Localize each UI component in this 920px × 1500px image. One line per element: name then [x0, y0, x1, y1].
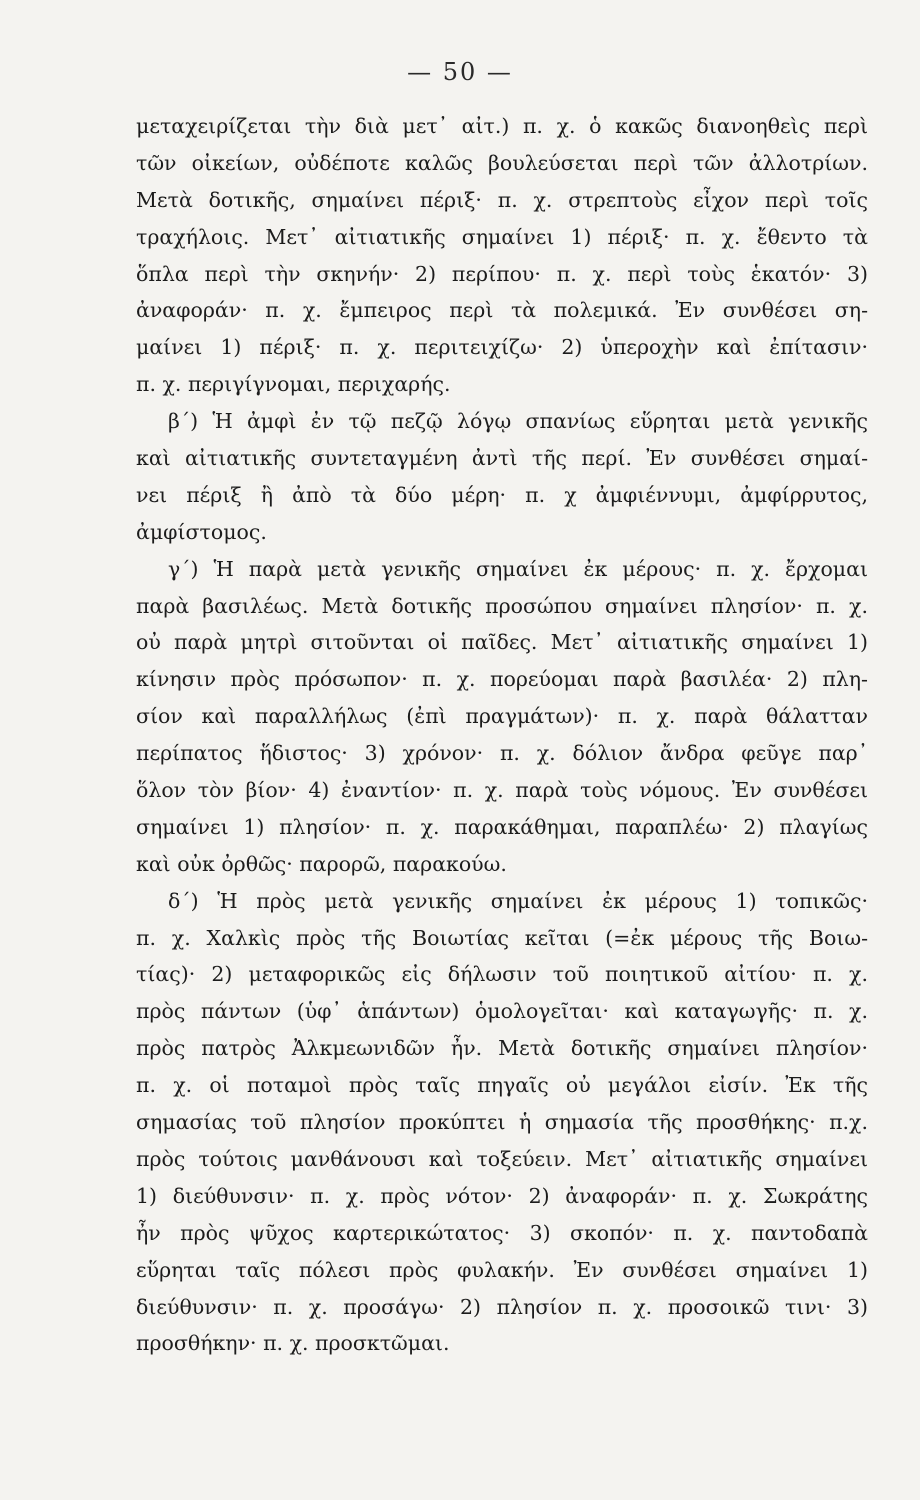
text-line: ἦν πρὸς ψῦχος καρτερικώτατος· 3) σκοπόν· π. χ. παντοδαπὰ: [136, 1220, 868, 1245]
text-line: π. χ. περιγίγνομαι, περιχαρής.: [136, 372, 451, 397]
text-line: καὶ αἰτιατικῆς συντεταγμένη ἀντὶ τῆς περί. Ἐν συνθέσει σημαί-: [136, 446, 868, 471]
text-line: μεταχειρίζεται τὴν διὰ μετ᾽ αἰτ.) π. χ. ὁ κακῶς διανοηθεὶς περὶ: [136, 114, 868, 138]
text-line: ἀναφοράν· π. χ. ἔμπειρος περὶ τὰ πολεμικά. Ἐν συνθέσει ση-: [136, 298, 868, 323]
text-line: π. χ. Χαλκὶς πρὸς τῆς Βοιωτίας κεῖται (=ἐκ μέρους τῆς Βοιω-: [136, 925, 868, 950]
text-line: δ´) Ἡ πρὸς μετὰ γενικῆς σημαίνει ἐκ μέρους 1) τοπικῶς·: [168, 888, 868, 913]
body-text: [136, 108, 868, 1362]
text-line: παρὰ βασιλέως. Μετὰ δοτικῆς προσώπου σημαίνει πλησίον· π. χ.: [136, 593, 868, 618]
text-line: περίπατος ἥδιστος· 3) χρόνον· π. χ. δόλιον ἄνδρα φεῦγε παρ᾽: [136, 741, 868, 766]
text-line: καὶ οὐκ ὀρθῶς· παρορῶ, παρακούω.: [136, 851, 507, 876]
page-number: — 50 —: [407, 58, 513, 86]
text-line: 1) διεύθυνσιν· π. χ. πρὸς νότον· 2) ἀναφοράν· π. χ. Σωκράτης: [136, 1183, 868, 1208]
text-line: β´) Ἡ ἀμφὶ ἐν τῷ πεζῷ λόγῳ σπανίως εὕρηται μετὰ γενικῆς: [168, 409, 868, 434]
text-line: γ´) Ἡ παρὰ μετὰ γενικῆς σημαίνει ἐκ μέρους· π. χ. ἔρχομαι: [168, 556, 868, 581]
text-line: ὅπλα περὶ τὴν σκηνήν· 2) περίπου· π. χ. περὶ τοὺς ἑκατόν· 3): [136, 261, 868, 286]
text-line: νει πέριξ ἢ ἀπὸ τὰ δύο μέρη· π. χ ἀμφιέννυμι, ἀμφίρρυτος,: [136, 482, 868, 507]
text-line: τίας)· 2) μεταφορικῶς εἰς δήλωσιν τοῦ ποιητικοῦ αἰτίου· π. χ.: [136, 962, 868, 987]
text-line: ὅλον τὸν βίον· 4) ἐναντίον· π. χ. παρὰ τοὺς νόμους. Ἐν συνθέσει: [136, 778, 868, 803]
text-line: οὐ παρὰ μητρὶ σιτοῦνται οἱ παῖδες. Μετ᾽ αἰτιατικῆς σημαίνει 1): [136, 630, 868, 655]
text-line: Μετὰ δοτικῆς, σημαίνει πέριξ· π. χ. στρεπτοὺς εἶχον περὶ τοῖς: [136, 187, 868, 212]
text-line: προσθήκην· π. χ. προσκτῶμαι.: [136, 1331, 450, 1356]
text-line: διεύθυνσιν· π. χ. προσάγω· 2) πλησίον π. χ. προσοικῶ τινι· 3): [136, 1294, 868, 1319]
text-line: τραχήλοις. Μετ᾽ αἰτιατικῆς σημαίνει 1) πέριξ· π. χ. ἔθεντο τὰ: [136, 224, 868, 249]
text-line: σημαίνει 1) πλησίον· π. χ. παρακάθημαι, παραπλέω· 2) πλαγίως: [136, 814, 868, 839]
text-line: σημασίας τοῦ πλησίον προκύπτει ἡ σημασία τῆς προσθήκης· π.χ.: [136, 1110, 868, 1135]
text-line: πρὸς πατρὸς Ἀλκμεωνιδῶν ἦν. Μετὰ δοτικῆς σημαίνει πλησίον·: [136, 1036, 868, 1061]
text-line: π. χ. οἱ ποταμοὶ πρὸς ταῖς πηγαῖς οὐ μεγάλοι εἰσίν. Ἐκ τῆς: [136, 1073, 868, 1098]
text-line: τῶν οἰκείων, οὐδέποτε καλῶς βουλεύσεται περὶ τῶν ἀλλοτρίων.: [136, 150, 868, 175]
text-line: πρὸς τούτοις μανθάνουσι καὶ τοξεύειν. Μετ᾽ αἰτιατικῆς σημαίνει: [136, 1146, 868, 1171]
text-line: σίον καὶ παραλλήλως (ἐπὶ πραγμάτων)· π. χ. παρὰ θάλατταν: [136, 704, 868, 729]
text-line: πρὸς πάντων (ὑφ᾽ ἁπάντων) ὁμολογεῖται· καὶ καταγωγῆς· π. χ.: [136, 999, 868, 1024]
text-line: εὕρηται ταῖς πόλεσι πρὸς φυλακήν. Ἐν συνθέσει σημαίνει 1): [136, 1257, 868, 1282]
text-line: μαίνει 1) πέριξ· π. χ. περιτειχίζω· 2) ὑπεροχὴν καὶ ἐπίτασιν·: [136, 335, 868, 360]
text-line: κίνησιν πρὸς πρόσωπον· π. χ. πορεύομαι παρὰ βασιλέα· 2) πλη-: [136, 667, 868, 692]
text-line: ἀμφίστομος.: [136, 519, 267, 544]
